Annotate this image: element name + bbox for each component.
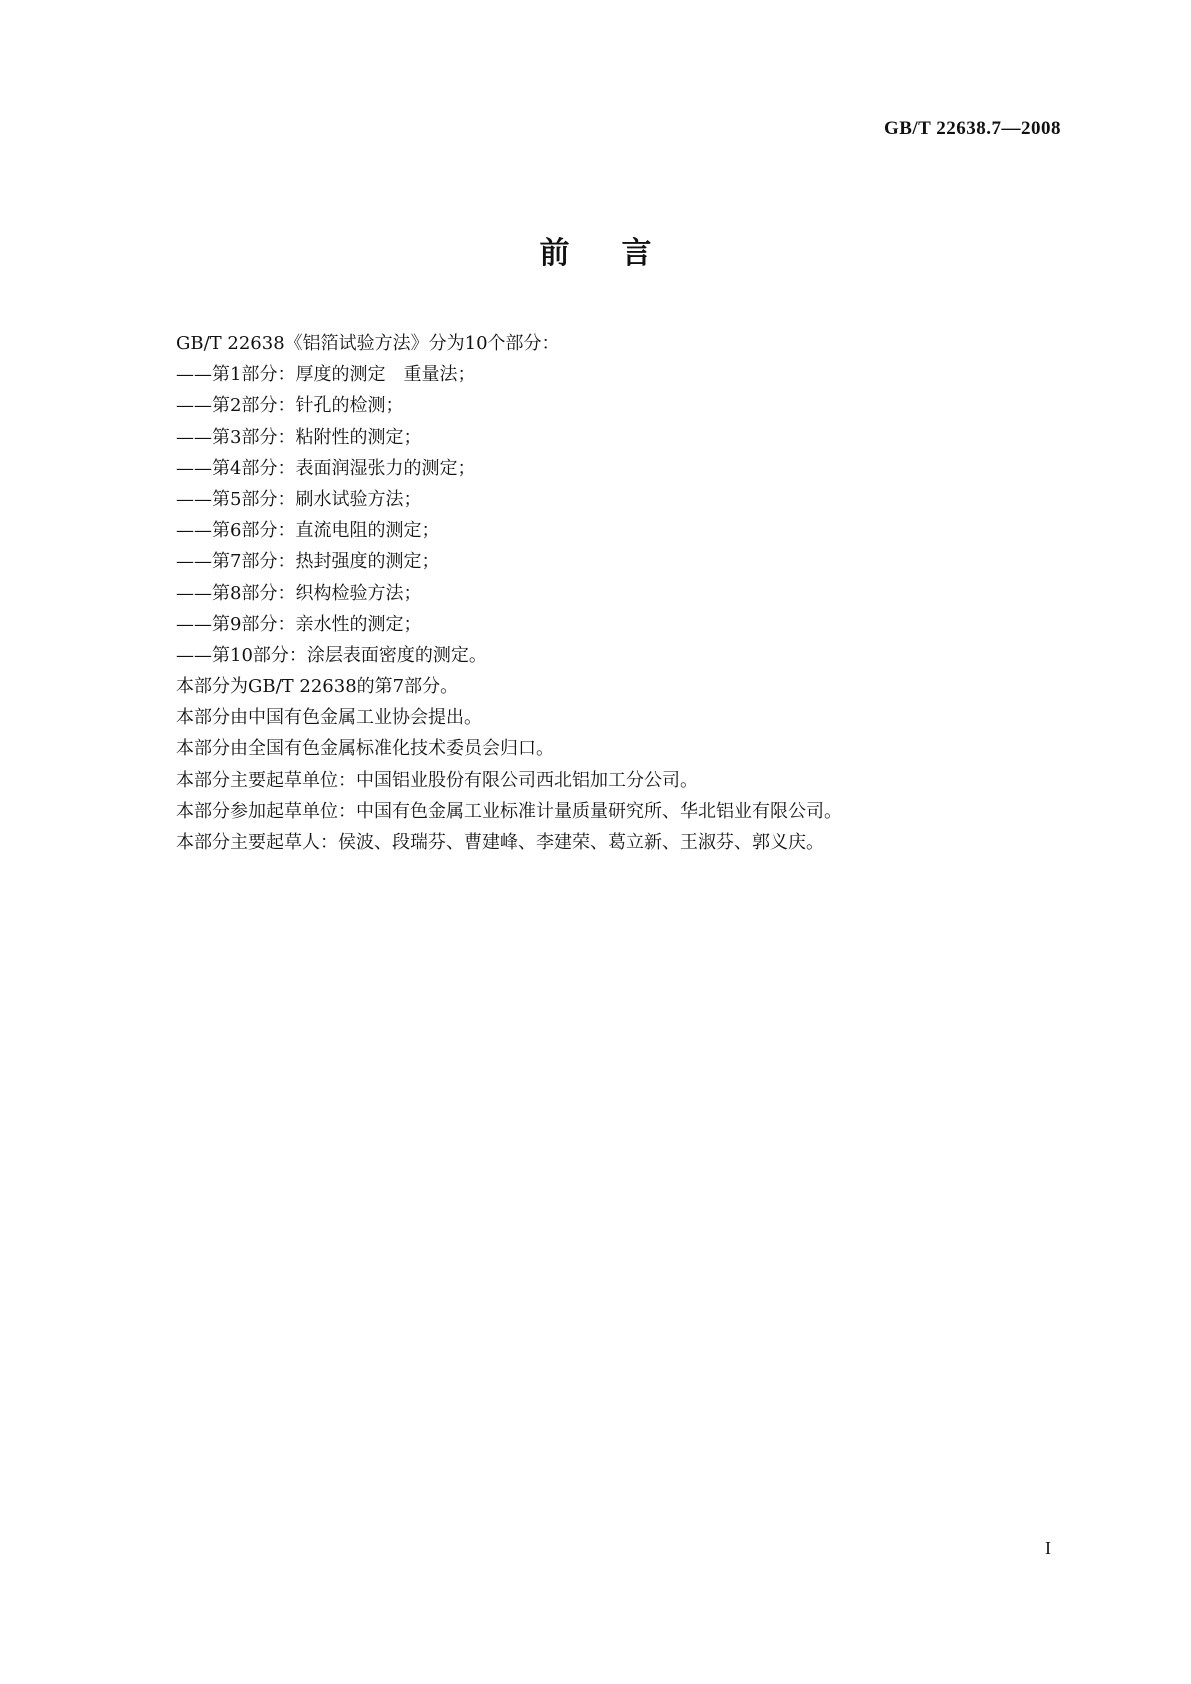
statement-main-drafting-unit: 本部分主要起草单位：中国铝业股份有限公司西北铝加工分公司。 [176,769,698,791]
foreword-body [176,328,1076,858]
part-list-item-1: ——第1部分：厚度的测定 重量法； [176,364,476,386]
statement-proposed-by: 本部分由中国有色金属工业协会提出。 [176,707,482,729]
part-list-item-9: ——第9部分：亲水性的测定； [176,613,422,635]
page-number: I [1045,1538,1051,1558]
statement-centralized-by: 本部分由全国有色金属标准化技术委员会归口。 [176,738,554,760]
statement-part-number: 本部分为GB/T 22638的第7部分。 [176,676,459,698]
part-list-item-2: ——第2部分：针孔的检测； [176,395,404,417]
statement-main-drafters: 本部分主要起草人：侯波、段瑞芬、曹建峰、李建荣、葛立新、王淑芬、郭义庆。 [176,832,824,853]
part-list-item-5: ——第5部分：刷水试验方法； [176,488,422,510]
part-list-item-3: ——第3部分：粘附性的测定； [176,426,422,448]
standard-number: GB/T 22638.7—2008 [883,118,1061,139]
part-list-item-7: ——第7部分：热封强度的测定； [176,551,440,573]
page-title: 前言 [539,236,704,271]
part-list-item-6: ——第6部分：直流电阻的测定； [176,520,440,542]
intro-paragraph: GB/T 22638《铝箔试验方法》分为10个部分： [176,333,560,354]
part-list-item-4: ——第4部分：表面润湿张力的测定； [176,457,476,479]
statement-participating-units: 本部分参加起草单位：中国有色金属工业标准计量质量研究所、华北铝业有限公司。 [176,800,842,822]
part-list-item-10: ——第10部分：涂层表面密度的测定。 [176,644,487,666]
part-list-item-8: ——第8部分：织构检验方法； [176,582,422,604]
